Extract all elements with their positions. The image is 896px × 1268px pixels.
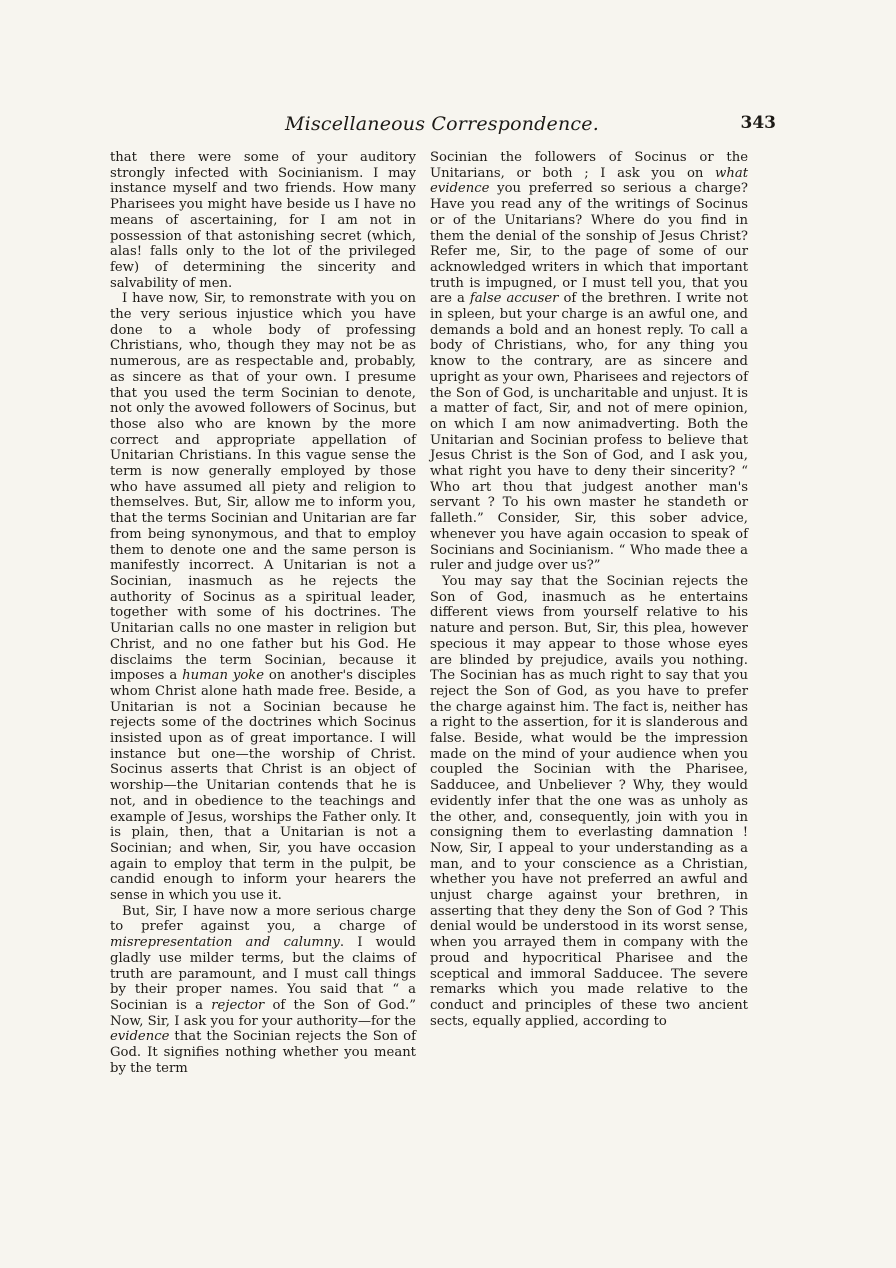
right-text-column (430, 150, 748, 1029)
paragraph (430, 150, 748, 574)
paragraph (430, 574, 748, 1029)
running-title: Miscellaneous Correspondence. (285, 113, 599, 135)
paragraph (110, 904, 416, 1077)
italic-phrase: human yoke (182, 668, 265, 684)
text-run: You may say that the Socinian rejects the Son of God, inasmuch as he entertains different views from yourself relative to his nature and person. But, Sir, this plea, however specious it may appear to those whose eyes are blinded by prejudice, avails you nothing. The Socinian has as much right to say that you reject the Son of God, as you have to prefer the charge against him. The fact is, neither has a right to the assertion, for it is slanderous and false. Beside, what would be the impression made on the mind of your audience when you coupled the Socinian with the Pharisee, Sadducee, and Unbeliever ? Why, they would evidently infer that the one was as unholy as the other, and, consequently, join with you in consigning them to everlasting damnation ! Now, Sir, I appeal to your understanding as a man, and to your conscience as a Christian, whether you have not preferred an awful and unjust charge against your brethren, in asserting that they deny the Son of God ? This denial would be understood in its worst sense, when you arrayed them in company with the proud and hypocritical Pharisee and the sceptical and immoral Sadducee. The severe remarks which you made relative to the conduct and principles of these two ancient sects, equally applied, according to (430, 573, 748, 1029)
text-run: Socinian the followers of Socinus or the Unitarians, or both ; I ask you on (430, 150, 748, 181)
page-header (108, 113, 776, 141)
text-run: on another's disciples whom Christ alone hath made free. Beside, a Unitarian is not a Socinian because he rejects some of the doctrines which Socinus insisted upon as of great importance. I will instance but one—the worship of Christ. Socinus asserts that Christ is an object of worship—the Unitarian contends that he is not, and in obedience to the teachings and example of Jesus, worships the Father only. It is plain, then, that a Unitarian is not a Socinian; and when, Sir, you have occasion again to employ that term in the pulpit, be candid enough to inform your hearers the sense in which you use it. (110, 668, 416, 904)
text-run: of the brethren. I write not in spleen, but your charge is an awful one, and demands a bold and an honest reply. To call a body of Christians, who, for any thing you know to the contrary, are as sincere and upright as your own, Pharisees and rejectors of the Son of God, is uncharitable and unjust. It is a matter of fact, Sir, and not of mere opinion, on which I am now animadverting. Both the Unitarian and Socinian profess to believe that Jesus Christ is the Son of God, and I ask you, what right you have to deny their sincerity? “ Who art thou that judgest another man's servant ? To his own master he standeth or falleth.” Consider, Sir, this sober advice, whenever you have again occasion to speak of Socinians and Socinianism. “ Who made thee a ruler and judge over us?” (430, 291, 749, 574)
italic-phrase: evidence (110, 1029, 170, 1045)
italic-phrase: what evidence (430, 165, 748, 197)
text-run: I have now, Sir, to remonstrate with you on the very serious injustice which you have done to a whole body of professing Christians, who, though they may not be as numerous, are as respectable and, probably, as sincere as that of your own. I presume that you used the term Socinian to denote, not only the avowed followers of Socinus, but those also who are known by the more correct and appropriate appellation of Unitarian Christians. In this vague sense the term is now generally employed by those who have assumed all piety and religion to themselves. But, Sir, allow me to inform you, that the terms Socinian and Unitarian are far from being synonymous, and that to employ them to denote one and the same person is manifestly incorrect. A Unitarian is not a Socinian, inasmuch as he rejects the authority of Socinus as a spiritual leader, together with some of his doctrines. The Unitarian calls no one master in religion but Christ, and no one father but his God. He disclaims the term Socinian, because it imposes a (110, 291, 416, 684)
paragraph (110, 291, 416, 903)
text-run: that the Socinian rejects the Son of God. It signifies nothing whether you meant by the term (110, 1029, 416, 1076)
text-run: . I would gladly use milder terms, but the claims of truth are paramount, and I must call things by their proper names. You said that “ a Socinian is a (110, 935, 416, 1013)
italic-phrase: misrepresentation and calumny (110, 935, 340, 951)
text-run: of the Son of God.” Now, Sir, I ask you for your authority—for the (110, 997, 416, 1029)
text-run: that there were some of your auditory strongly infected with Socinianism. I may instance myself and two friends. How many Pharisees you might have beside us I have no means of ascertaining, for I am not in possession of that astonishing secret (which, alas! falls only to the lot of the privileged few) of determining the sincerity and salvability of men. (110, 150, 416, 291)
page-number: 343 (740, 113, 776, 133)
text-run: But, Sir, I have now a more serious charge to prefer against you, a charge of (110, 903, 416, 935)
paragraph (110, 150, 416, 291)
text-run: you preferred so serious a charge? Have you read any of the writings of Socinus or of the Unitarians? Where do you find in them the denial of the sonship of Jesus Christ? Refer me, Sir, to the page of some of our acknowledged writers in which that important truth is impugned, or I must tell you, that you are a (430, 181, 748, 307)
italic-phrase: rejector (211, 997, 265, 1013)
left-text-column (110, 150, 416, 1076)
italic-phrase: false accuser (469, 291, 559, 307)
